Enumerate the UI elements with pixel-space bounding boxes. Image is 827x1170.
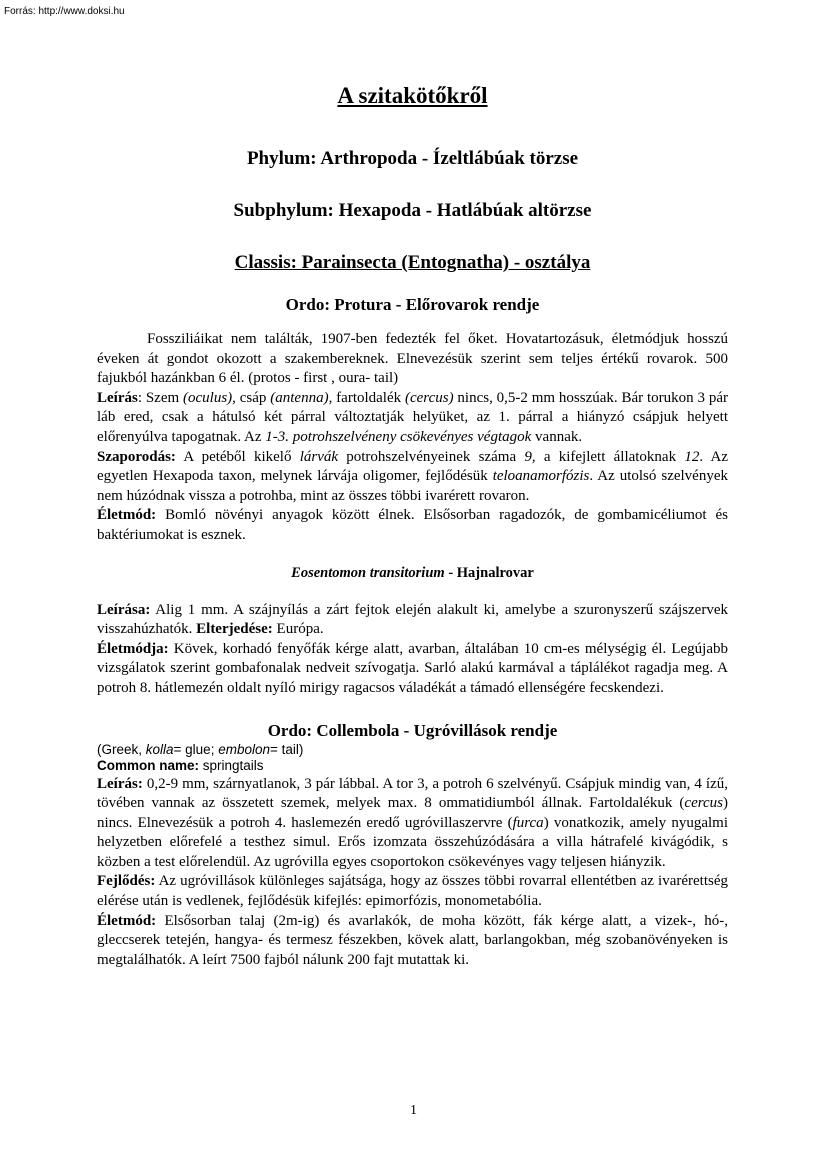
text: Elsősorban talaj (2m-ig) és avarlakók, de moha között, fák kérge alatt, a vizek-, hó-, gleccserek tetején, hangya- és termesz fészekben, kövek alatt, barlangokban, még szobanövényeken is megtalálhatók. A leírt 7500 fajból nálunk 200 fajt mutattak ki. [97,912,728,968]
elterjedese-label: Elterjedése: [196,621,273,638]
text: ) nincs. Elnevezésük a potroh 4. haslemezén eredő ugróvillaszervre ( [97,795,728,831]
text: potrohszelvényeinek száma [338,448,525,465]
term-oculus: (oculus), [183,389,236,406]
protura-leiras [97,389,728,448]
eletmod-label: Életmód: [97,912,157,929]
species-latin: Eosentomon transitorium [291,564,445,581]
eletmodja-label: Életmódja: [97,640,169,657]
protura-szaporodas [97,448,728,507]
szaporodas-label: Szaporodás: [97,448,176,465]
term-cercus: (cercus) [404,389,454,406]
collembola-greek [97,742,728,759]
text: fartoldalék [332,389,405,406]
text: (Greek, [97,741,146,757]
text: A petéből kikelő [175,448,300,465]
phylum-heading: Phylum: Arthropoda - Ízeltlábúak törzse [246,148,579,169]
classis-heading: Classis: Parainsecta (Entognatha) - osztálya [234,252,591,273]
text: 0,2-9 mm, szárnyatlanok, 3 pár lábbal. A tor 3, a potroh 6 szelvényű. Csápjuk mindig van, 4 ízű, tövében vannak az összetett szemek, melyek max. 8 ommatidiumból állnak. Fartoldalékuk ( [97,775,728,812]
text: Az ugróvillások különleges sajátsága, hogy az összes többi rovarral ellentétben az ivarérettség elérése után is vedlenek, fejlődésük kifejlés: epimorfózis, monometabólia. [97,873,728,910]
text: . Az utolsó szelvények nem húzódnak vissza a potrohba, mint az összes többi ivarérett rovaron. [97,468,728,504]
text: a kifejlett állatoknak [535,448,685,465]
page-number: 1 [410,1103,417,1118]
term-teloanamorfozis: teloanamorfózis [492,468,590,485]
protura-eletmod [97,506,728,545]
text: : Szem [137,389,183,406]
text: = tail) [270,741,304,757]
term-cercus: cercus [684,795,723,812]
term-embolon: embolon [218,741,270,757]
leirasa-label: Leírása: [97,601,151,618]
term-larvak: lárvák [299,448,339,465]
eosentomon-eletmodja [97,640,728,699]
term-furca: furca [512,814,544,831]
text: springtails [199,758,264,773]
collembola-common-name [97,758,728,775]
text: nincs, 0,5-2 mm hosszúak. Bár torukon 3 pár láb ered, csak a hátulsó két párral változtatják helyüket, az 1. párral a hiányzó csápjuk helyett előrenyúlva tapogatnak. Az [97,389,728,445]
text: csáp [235,389,271,406]
term-9: 9, [524,448,536,465]
term-antenna: (antenna), [270,389,333,406]
text: Európa. [272,621,324,638]
collembola-eletmod [97,912,728,971]
species-common: - Hajnalrovar [444,564,534,581]
page-title: A szitakötőkről [337,83,488,108]
term-vegtagok: 1-3. potrohszelvéneny csökevényes végtagok [265,428,532,445]
fejlodes-label: Fejlődés: [97,873,156,890]
collembola-fejlodes [97,872,728,911]
text: . Az egyetlen Hexapoda taxon, melynek lárvája oligomer, fejlődésük [97,448,728,485]
eosentomon-heading [97,563,728,583]
protura-intro: Fossziliáikat nem találták, 1907-ben fedezték fel őket. Hovatartozásuk, életmódjuk hosszú éveken át gondot okozott a szakembereknek. Elnevezésük szerint sem teljes értékű rovarok. 500 fajukból hazánkban 6 él. (protos - first , oura- tail) [97,331,728,387]
document-page [97,80,728,970]
leiras-label: Leírás [97,389,138,406]
collembola-leiras [97,775,728,873]
leiras-label: Leírás: [97,775,143,792]
protura-heading: Ordo: Protura - Előrovarok rendje [285,295,540,314]
text: Alig 1 mm. A szájnyílás a zárt fejtok elején alakult ki, amelybe a szuronyszerű szájszervek visszahúzhatók. [97,601,728,638]
collembola-heading: Ordo: Collembola - Ugróvillások rendje [267,720,558,740]
eletmod-label: Életmód: [97,507,157,524]
text: ) vonatkozik, amely nyugalmi helyzetben előrefelé a testhez simul. Erős izomzata összehúzódására a villa hátrafelé kivágódik, s közben a test előrelendül. Az ugróvilla egyes csoportokon csökevényes vagy teljesen hiányzik. [97,814,728,870]
text: Bomló növényi anyagok között élnek. Elsősorban ragadozók, de gombamicéliumot és baktériumokat is esznek. [97,507,728,543]
source-url: Forrás: http://www.doksi.hu [4,6,125,17]
text: Kövek, korhadó fenyőfák kérge alatt, avarban, általában 10 cm-es mélységig él. Legújabb vizsgálatok szerint gombafonalak nedveit szívogatja. Sarló alakú karmával a táplálékot ragadja meg. A potroh 8. hátlemezén oldalt nyíló mirigy ragacsos váladékát a támadó ellenségére fecskendezi. [97,640,728,696]
subphylum-heading: Subphylum: Hexapoda - Hatlábúak altörzse [233,200,592,221]
common-name-label: Common name: [97,758,200,773]
term-12: 12 [684,448,700,465]
text: vannak. [531,428,583,445]
text: = glue; [173,741,219,757]
eosentomon-leirasa [97,601,728,640]
term-kolla: kolla [145,741,174,757]
